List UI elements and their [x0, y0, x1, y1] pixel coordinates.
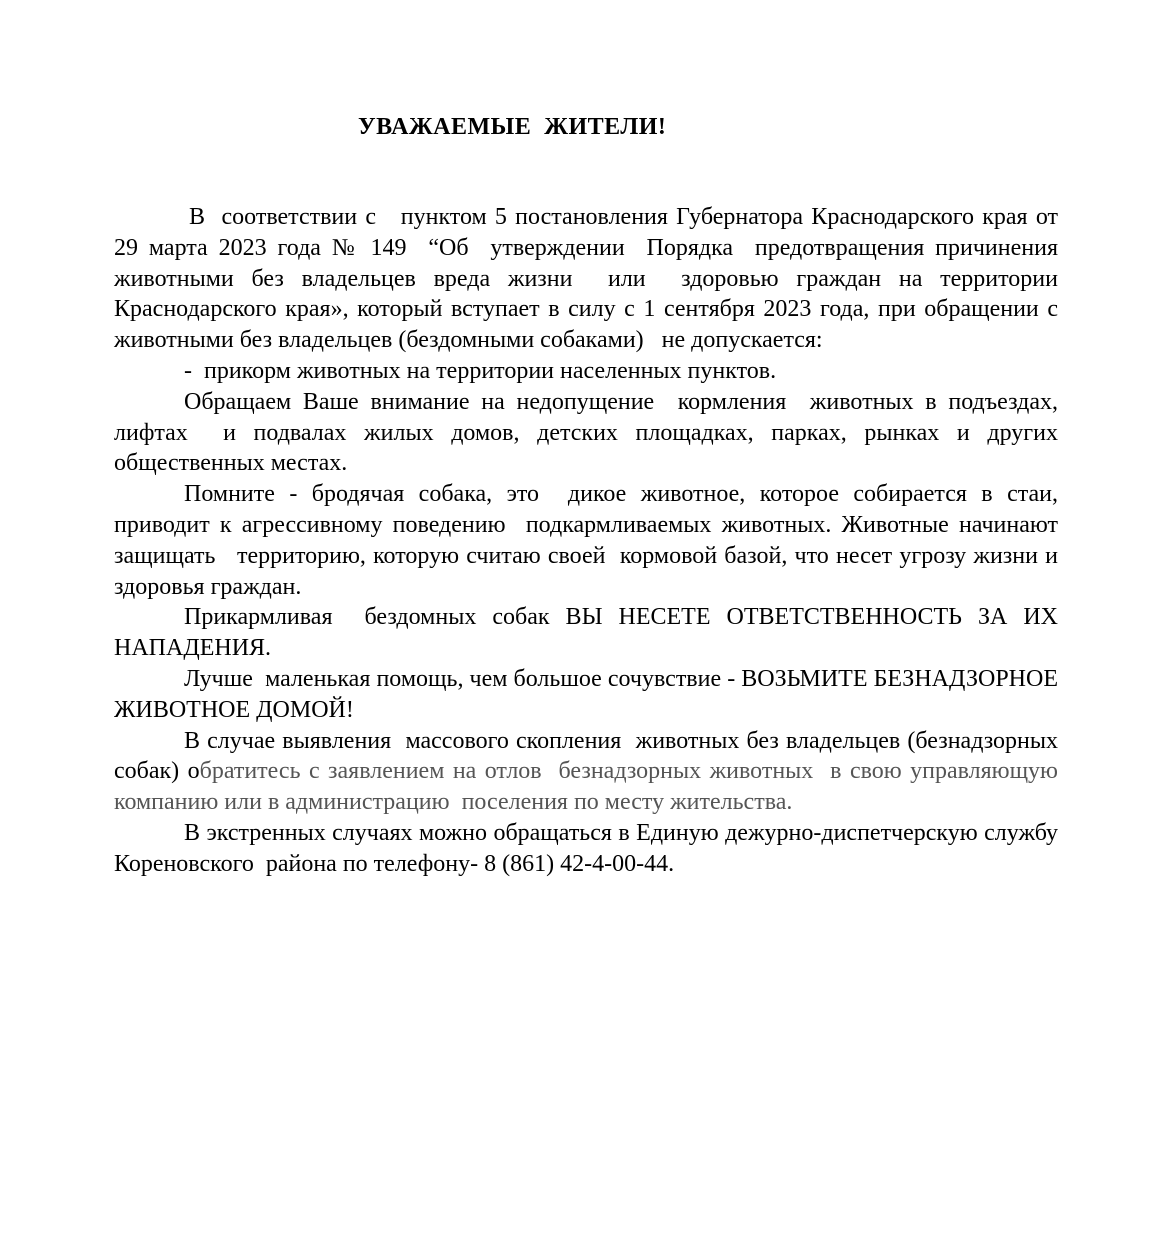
- paragraph-emergency-contact: В экстренных случаях можно обращаться в Единую дежурно-диспетчерскую службу Кореновского района по телефону- 8 (861) 42-4-00-44.: [114, 819, 1064, 877]
- paragraph-warning: Помните - бродячая собака, это дикое животное, которое собирается в стаи, приводит к агрессивному поведению подкармливаемых животных. Животные начинают защищать территорию, которую считаю своей кормовой базой, что несет угрозу жизни и здоровья граждан.: [114, 481, 1064, 600]
- paragraph-report: [114, 726, 1064, 818]
- paragraph-report-part-gray: братитесь с заявлением на отлов безнадзорных животных в свою управляющую компанию или в администрацию поселения по месту жительства.: [114, 758, 1064, 816]
- document-heading: УВАЖАЕМЫЕ ЖИТЕЛИ!: [358, 114, 667, 140]
- paragraph-prohibition-item: - прикорм животных на территории населенных пунктов.: [184, 357, 777, 384]
- paragraph-report-part-black: В случае выявления массового скопления животных без владельцев (безнадзорных собак) о: [114, 727, 1064, 785]
- paragraph-attention: Обращаем Ваше внимание на недопущение кормления животных в подъездах, лифтах и подвалах жилых домов, детских площадках, парках, рынках и других общественных местах.: [114, 388, 1064, 477]
- paragraph-responsibility: Прикармливая бездомных собак ВЫ НЕСЕТЕ ОТВЕТСТВЕННОСТЬ ЗА ИХ НАПАДЕНИЯ.: [114, 604, 1064, 662]
- paragraph-take-home: Лучше маленькая помощь, чем большое сочувствие - ВОЗЬМИТЕ БЕЗНАДЗОРНОЕ ЖИВОТНОЕ ДОМОЙ!: [114, 665, 1064, 723]
- paragraph-regulation: В соответствии с пунктом 5 постановления Губернатора Краснодарского края от 29 марта 2023 года № 149 “Об утверждении Порядка предотвращения причинения животными без владельцев вреда жизни или здоровью граждан на территории Краснодарского края», который вступает в силу с 1 сентября 2023 года, при обращении с животными без владельцев (бездомными собаками) не допускается:: [114, 204, 1064, 354]
- document-body: [114, 202, 1064, 880]
